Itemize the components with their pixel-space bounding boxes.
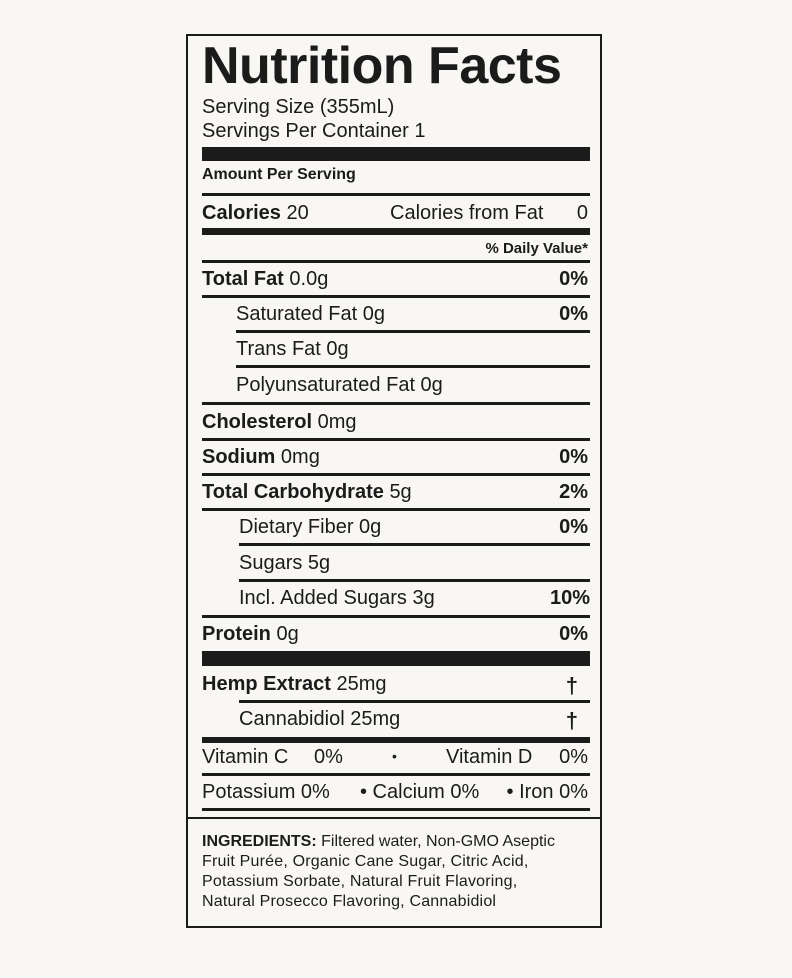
vitamin-d-value: 0% (559, 746, 588, 768)
amount-per-serving: Amount Per Serving (202, 166, 356, 183)
total-fat-amount: 0.0g (289, 268, 329, 290)
medium-rule (202, 228, 590, 235)
rule (239, 700, 590, 703)
hemp-extract-amount: 25mg (336, 673, 387, 695)
total-fat-row (202, 268, 328, 291)
medium-rule (202, 737, 590, 743)
total-fat-label: Total Fat (202, 268, 284, 290)
protein-label: Protein (202, 623, 271, 645)
calcium-label: • Calcium 0% (360, 781, 480, 803)
rule (202, 615, 590, 618)
serving-size: Serving Size (355mL) (202, 96, 395, 118)
cholesterol-label: Cholesterol (202, 411, 313, 433)
rule (202, 808, 590, 811)
vitamin-d-label: Vitamin D (446, 746, 533, 768)
sugars-label: Sugars 5g (239, 552, 331, 574)
servings-per-container: Servings Per Container 1 (202, 120, 426, 142)
calories-row (202, 202, 309, 225)
polyunsaturated-fat-label: Polyunsaturated Fat 0g (236, 374, 443, 396)
sodium-row (202, 446, 320, 469)
ingredients-line-4: Natural Prosecco Flavoring, Cannabidiol (202, 893, 497, 910)
added-sugars-dv: 10% (549, 587, 590, 609)
rule (202, 260, 590, 263)
rule (239, 579, 590, 582)
trans-fat-label: Trans Fat 0g (236, 338, 349, 360)
thick-rule (202, 147, 590, 161)
total-carbohydrate-row (202, 481, 412, 504)
rule (239, 543, 590, 546)
rule (236, 365, 590, 368)
cannabidiol-label: Cannabidiol 25mg (239, 708, 401, 730)
calories-from-fat-value: 0 (576, 202, 588, 224)
ingredients-text (202, 832, 592, 912)
sodium-amount: 0mg (280, 446, 320, 468)
ingredients-label: INGREDIENTS: (202, 833, 317, 850)
hemp-extract-dagger: † (565, 673, 578, 698)
sodium-dv: 0% (559, 446, 588, 468)
rule (202, 473, 590, 476)
cholesterol-row (202, 411, 357, 434)
saturated-fat-dv: 0% (559, 303, 588, 325)
vitamin-c-value: 0% (314, 746, 343, 768)
potassium-label: Potassium 0% (202, 781, 330, 803)
vitamin-separator: • (392, 748, 397, 764)
total-fat-dv: 0% (559, 268, 588, 290)
label-title: Nutrition Facts (202, 37, 562, 95)
cannabidiol-dagger: † (565, 708, 578, 733)
hemp-extract-row (202, 673, 387, 696)
added-sugars-label: Incl. Added Sugars 3g (239, 587, 435, 609)
ingredients-line-1: Filtered water, Non-GMO Aseptic (316, 833, 555, 850)
saturated-fat-label: Saturated Fat 0g (236, 303, 385, 325)
daily-value-header: % Daily Value* (485, 240, 588, 257)
nutrition-facts-label (186, 34, 602, 928)
protein-dv: 0% (559, 623, 588, 645)
thick-rule (202, 651, 590, 666)
rule (202, 438, 590, 441)
rule (202, 295, 590, 298)
protein-amount: 0g (276, 623, 299, 645)
dietary-fiber-label: Dietary Fiber 0g (239, 516, 382, 538)
ingredients-line-2: Fruit Purée, Organic Cane Sugar, Citric Acid, (202, 853, 529, 870)
rule (236, 330, 590, 333)
rule (202, 402, 590, 405)
ingredients-line-3: Potassium Sorbate, Natural Fruit Flavoring, (202, 873, 518, 890)
total-carbohydrate-dv: 2% (559, 481, 588, 503)
total-carbohydrate-amount: 5g (389, 481, 412, 503)
dietary-fiber-dv: 0% (559, 516, 588, 538)
total-carbohydrate-label: Total Carbohydrate (202, 481, 384, 503)
rule (202, 773, 590, 776)
cholesterol-amount: 0mg (317, 411, 357, 433)
sodium-label: Sodium (202, 446, 276, 468)
hemp-extract-label: Hemp Extract (202, 673, 331, 695)
rule (202, 193, 590, 196)
calories-label: Calories (202, 202, 281, 224)
iron-label: • Iron 0% (506, 781, 588, 803)
vitamin-c-label: Vitamin C (202, 746, 289, 768)
protein-row (202, 623, 299, 646)
calories-from-fat-label: Calories from Fat (390, 202, 544, 224)
rule (202, 508, 590, 511)
calories-value: 20 (286, 202, 309, 224)
